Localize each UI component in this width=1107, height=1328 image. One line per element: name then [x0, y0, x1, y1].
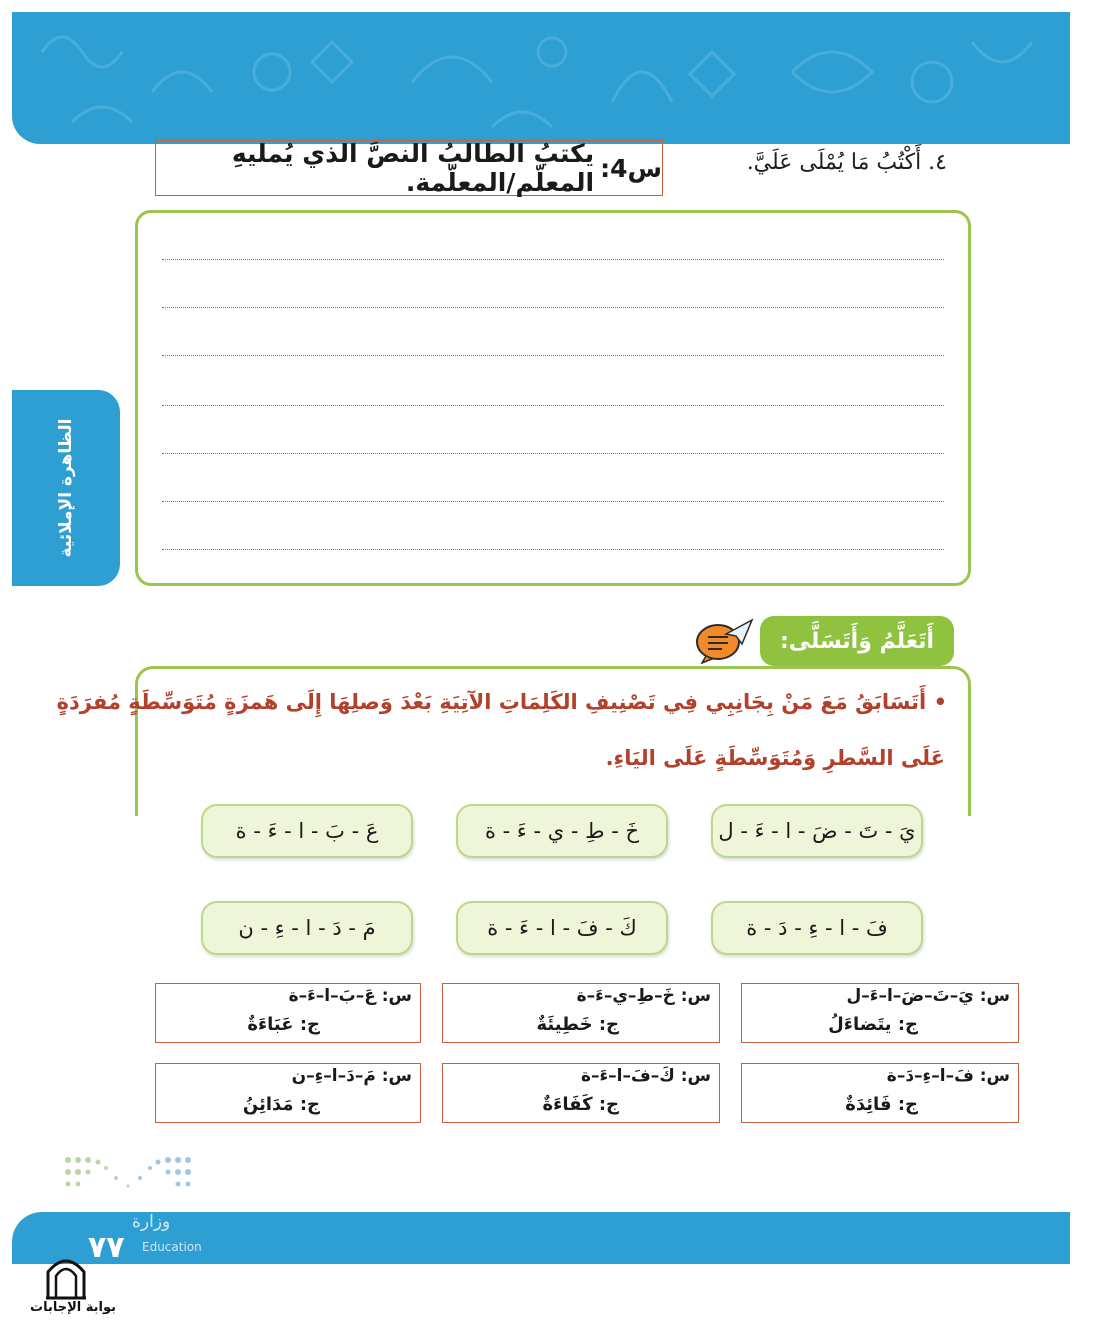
- answer-question: س: يَ–تَ–ضَ–ا–ءَ–ل: [846, 986, 1010, 1006]
- task-instruction-line2: عَلَى السَّطرِ وَمُتَوَسِّطَةٍ عَلَى اليَاءِ.: [605, 746, 945, 770]
- writing-line: [162, 549, 944, 550]
- answer-result: ج: مَدَائِنُ: [242, 1094, 320, 1115]
- site-label[interactable]: بوابة الإجابات: [30, 1300, 116, 1315]
- footer-band: [12, 1212, 1070, 1264]
- writing-line: [162, 259, 944, 260]
- word-pill: كَ - فَ - ا - ءَ - ة: [456, 901, 668, 955]
- word-pill: عَ - بَ - ا - ءَ - ة: [201, 804, 413, 858]
- answer-result: ج: فَائِدَةٌ: [845, 1094, 918, 1115]
- answer-question: س: عَ–بَ–ا–ءَ–ة: [288, 986, 412, 1006]
- answer-result: ج: كَفَاءَةٌ: [542, 1094, 619, 1115]
- word-pill: مَ - دَ - ا - ءِ - ن: [201, 901, 413, 955]
- chat-bubble-paper-plane-icon: [694, 616, 754, 664]
- answer-question: س: كَ–فَ–ا–ءَ–ة: [580, 1066, 711, 1086]
- answer-question: س: خَ–طِ–ي–ءَ–ة: [576, 986, 711, 1006]
- writing-line: [162, 501, 944, 502]
- answer-box: [155, 983, 421, 1043]
- page-number: ٧٧: [88, 1230, 125, 1265]
- writing-box: [135, 210, 971, 586]
- answer-question: س: مَ–دَ–ا–ءِ–ن: [291, 1066, 412, 1086]
- writing-line: [162, 405, 944, 406]
- answer-box: [741, 1063, 1019, 1123]
- word-pill: يَ - تَ - ضَ - ا - ءَ - ل: [711, 804, 923, 858]
- writing-line: [162, 307, 944, 308]
- question-heading: ٤. أَكْتُبُ مَا يُمْلَى عَلَيَّ.: [746, 150, 947, 175]
- side-tab: [12, 390, 120, 586]
- vision-dots-logo-icon: [60, 1150, 200, 1200]
- ministry-sublabel: Education: [142, 1240, 202, 1254]
- answer-result: ج: عَبَاءَةٌ: [247, 1014, 320, 1035]
- answer-result: ج: يتَضاءَلُ: [828, 1014, 918, 1035]
- word-pill: خَ - طِ - ي - ءَ - ة: [456, 804, 668, 858]
- answer-banner: [155, 140, 663, 196]
- writing-line: [162, 355, 944, 356]
- answer-box: [155, 1063, 421, 1123]
- side-tab-label: الظاهرة الإملائية: [56, 418, 76, 558]
- header-band: [12, 12, 1070, 144]
- answer-text: يكتبُ الطالبُ النصَّ الذي يُمليهِ المعلّم/المعلّمة.: [231, 139, 595, 197]
- task-frame: [135, 666, 971, 816]
- ministry-label: وزارة: [132, 1212, 171, 1232]
- answer-question: س: فَ–ا–ءِ–دَ–ة: [886, 1066, 1010, 1086]
- answer-box: [442, 1063, 720, 1123]
- writing-line: [162, 453, 944, 454]
- answer-prefix: س4:: [600, 153, 662, 183]
- word-pill: فَ - ا - ءِ - دَ - ة: [711, 901, 923, 955]
- answer-box: [442, 983, 720, 1043]
- decorative-letters-pattern: [12, 12, 1070, 144]
- answer-box: [741, 983, 1019, 1043]
- task-instruction-line1: • أَتَسَابَقُ مَعَ مَنْ بِجَانِبِي فِي تَصْنِيفِ الكَلِمَاتِ الآتِيَةِ بَعْدَ وَصلِهَا إِلَى هَمزَةٍ مُتَوَسِّطَةٍ مُفرَدَةٍ: [56, 690, 947, 714]
- learn-tab: أَتَعَلَّمُ وَأَتَسَلَّى:: [760, 616, 954, 666]
- answer-result: ج: خَطِيئَةٌ: [536, 1014, 619, 1035]
- gate-arch-icon: [44, 1254, 88, 1300]
